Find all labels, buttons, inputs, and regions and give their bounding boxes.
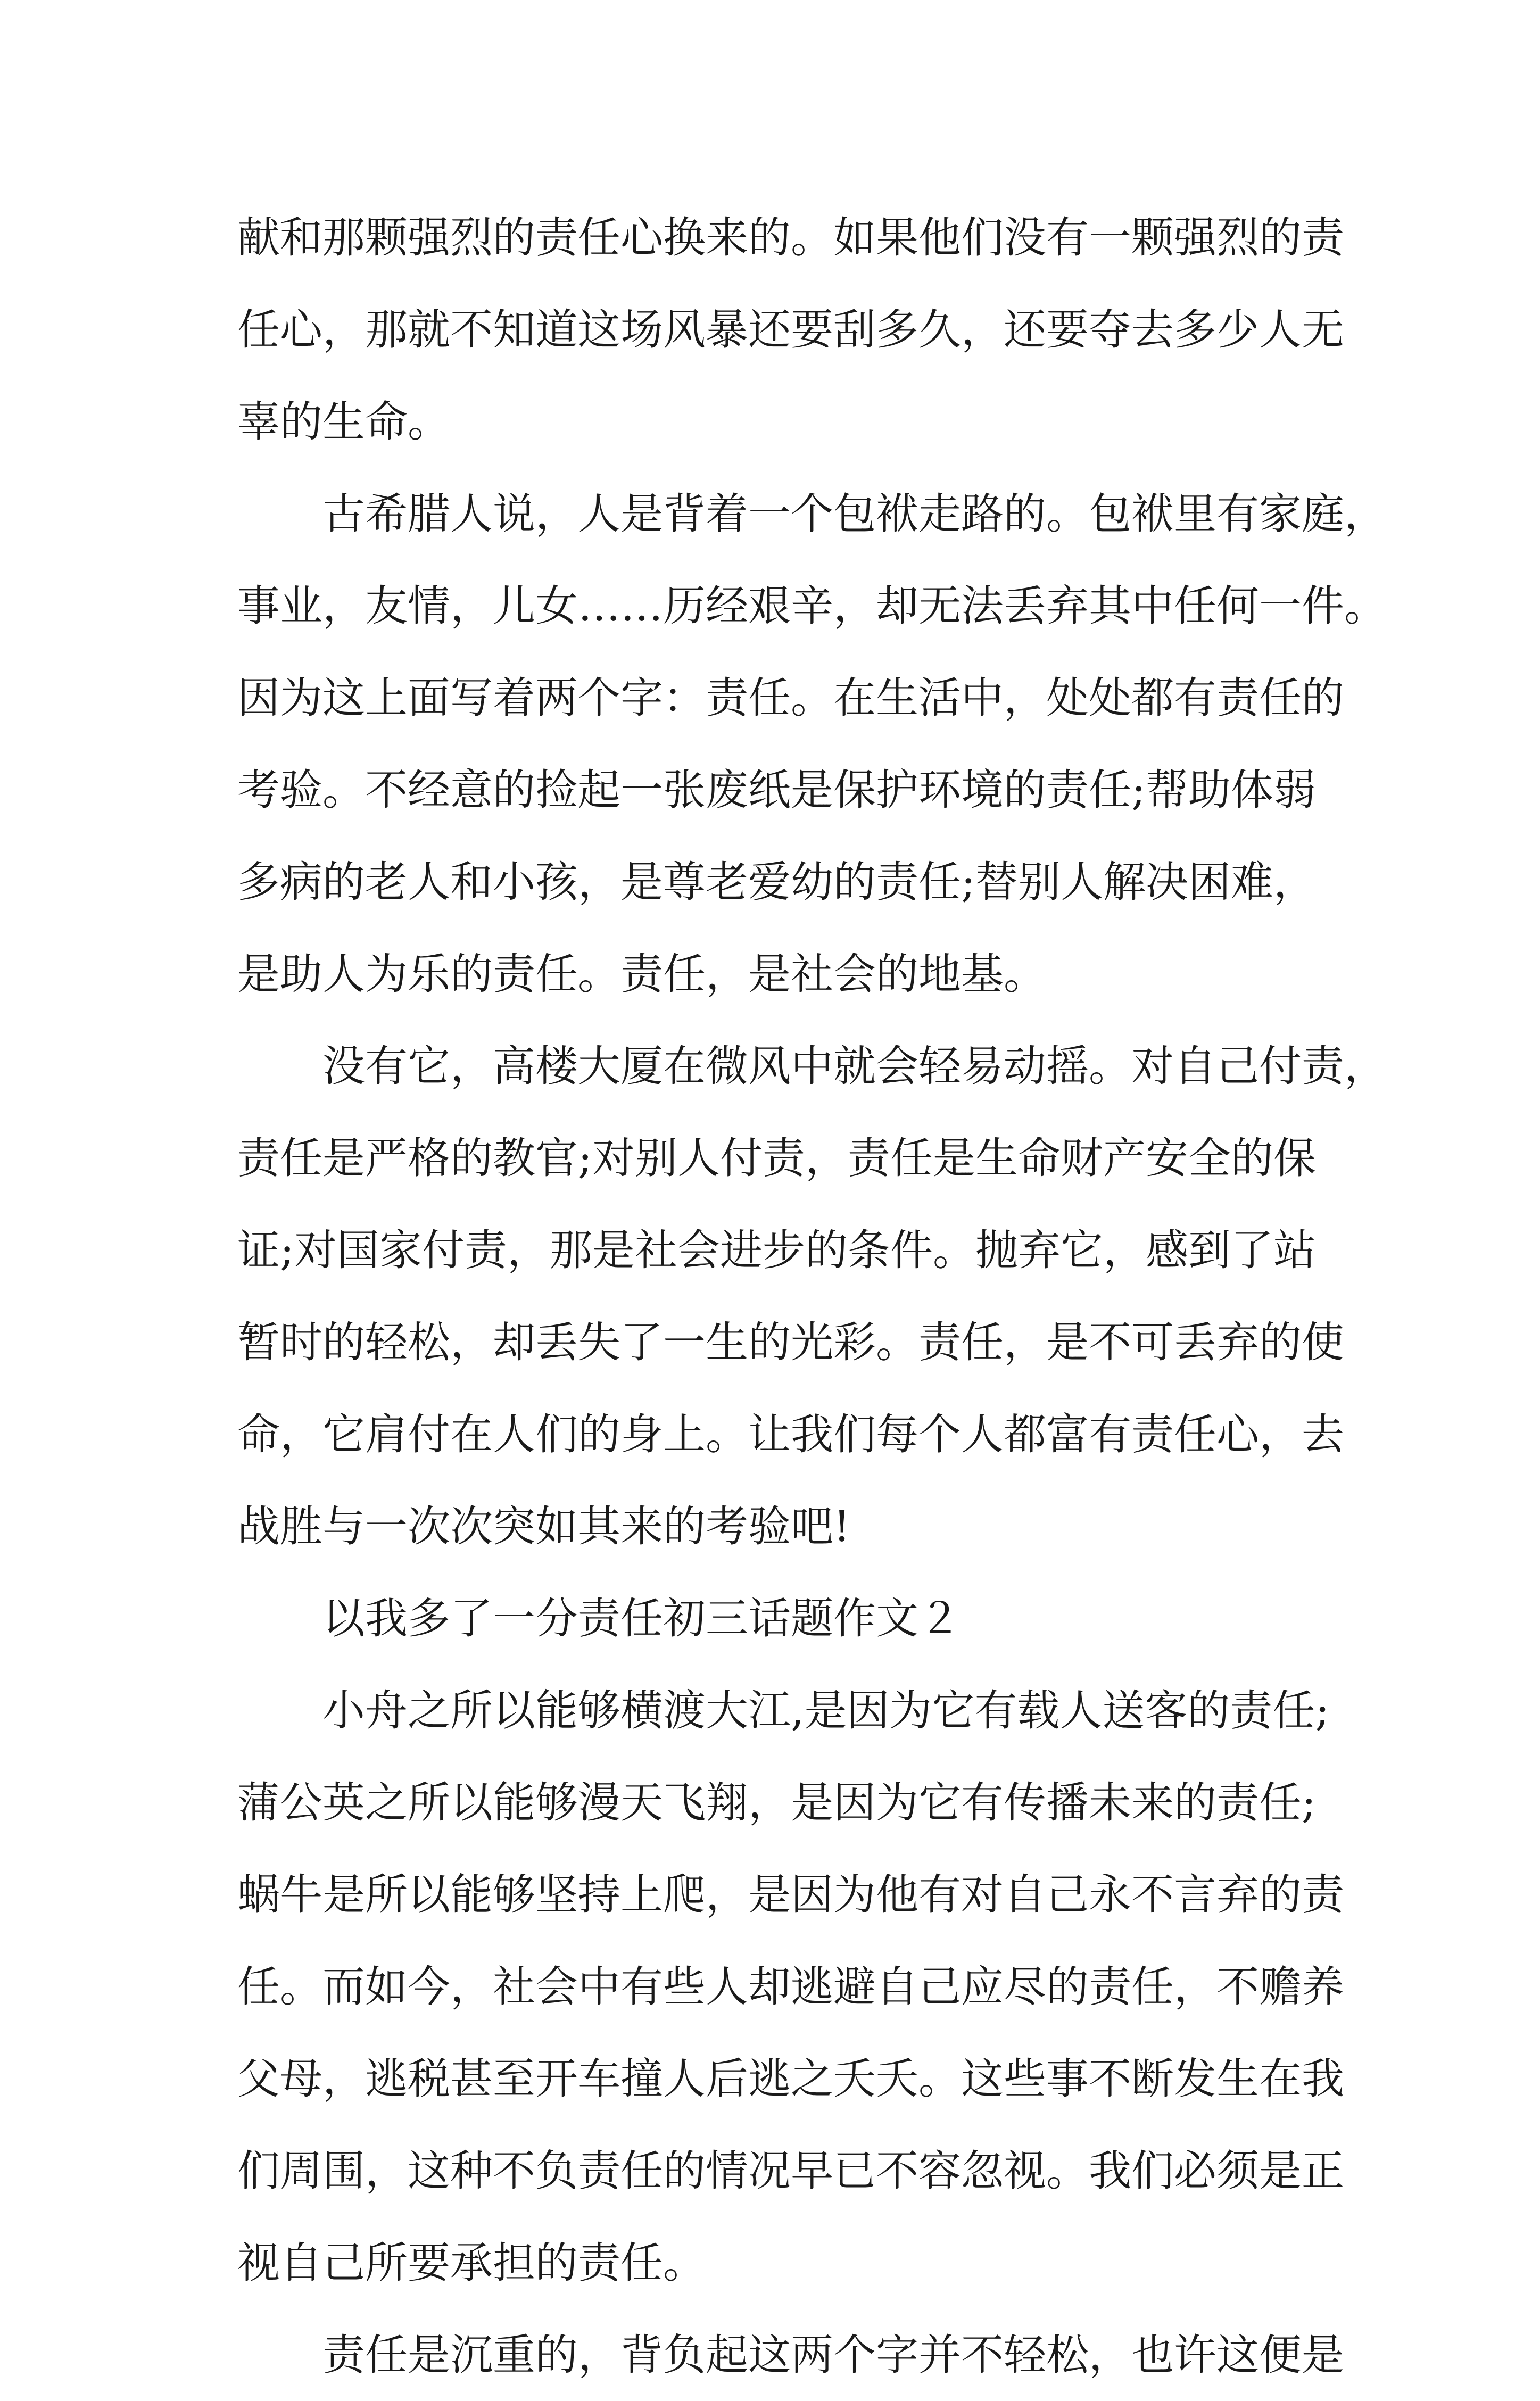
text-line: 以我多了一分责任初三话题作文２: [322, 1594, 961, 1643]
text-line: 蜗牛是所以能够坚持上爬，是因为他有对自己永不言弃的责: [237, 1870, 1344, 1919]
text-line: 因为这上面写着两个字：责任。在生活中，处处都有责任的: [237, 673, 1344, 723]
text-line: 们周围，这种不负责任的情况早已不容忽视。我们必须是正: [237, 2146, 1344, 2196]
text-line: 多病的老人和小孩，是尊老爱幼的责任;替别人解决困难，: [237, 857, 1316, 907]
text-line: 证;对国家付责，那是社会进步的条件。抛弃它，感到了站: [237, 1226, 1316, 1275]
text-line: 事业，友情，儿女……历经艰辛，却无法丢弃其中任何一件。: [237, 581, 1387, 631]
document-body: [237, 192, 1387, 2401]
text-line: 考验。不经意的捡起一张废纸是保护环境的责任;帮助体弱: [237, 765, 1316, 815]
text-line: 辜的生命。: [237, 397, 450, 446]
text-line: 没有它，高楼大厦在微风中就会轻易动摇。对自己付责，: [322, 1041, 1387, 1091]
text-line: 暂时的轻松，却丢失了一生的光彩。责任，是不可丢弃的使: [237, 1318, 1344, 1367]
text-line: 视自己所要承担的责任。: [237, 2238, 706, 2288]
text-line: 任。而如今，社会中有些人却逃避自己应尽的责任，不赡养: [237, 1962, 1344, 2011]
text-line: 战胜与一次次突如其来的考验吧!: [237, 1502, 851, 1551]
text-line: 责任是严格的教官;对别人付责，责任是生命财产安全的保: [237, 1133, 1316, 1183]
text-line: 古希腊人说，人是背着一个包袱走路的。包袱里有家庭，: [322, 489, 1387, 539]
text-line: 献和那颗强烈的责任心换来的。如果他们没有一颗强烈的责: [237, 213, 1344, 262]
text-line: 任心，那就不知道这场风暴还要刮多久，还要夺去多少人无: [237, 305, 1344, 354]
text-line: 是助人为乐的责任。责任，是社会的地基。: [237, 949, 1046, 999]
text-line: 蒲公英之所以能够漫天飞翔，是因为它有传播未来的责任;: [237, 1778, 1316, 1827]
text-line: 小舟之所以能够横渡大江,是因为它有载人送客的责任;: [322, 1686, 1330, 1735]
text-line: 父母，逃税甚至开车撞人后逃之夭夭。这些事不断发生在我: [237, 2054, 1344, 2104]
text-line: 命，它肩付在人们的身上。让我们每个人都富有责任心，去: [237, 1410, 1344, 1459]
text-line: 责任是沉重的，背负起这两个字并不轻松，也许这便是: [322, 2330, 1344, 2380]
